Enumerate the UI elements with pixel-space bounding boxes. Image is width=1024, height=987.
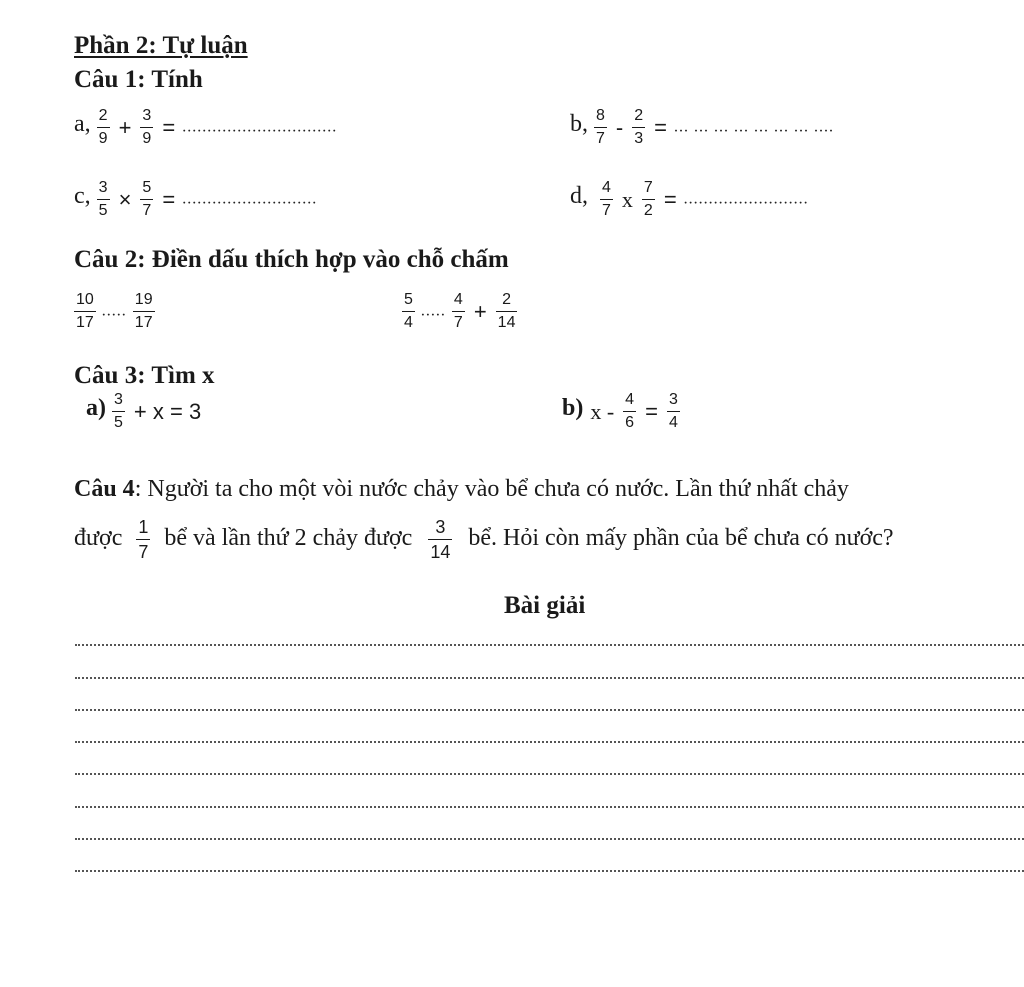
denominator: 17	[133, 311, 155, 331]
q1-item-c	[74, 180, 317, 219]
equals-sign: =	[654, 114, 667, 140]
fraction	[140, 108, 153, 147]
fraction	[452, 292, 465, 331]
q1-a-label: a,	[74, 111, 91, 138]
denominator: 14	[428, 539, 452, 561]
numerator: 3	[668, 391, 678, 408]
fraction	[136, 518, 150, 561]
fraction	[594, 108, 607, 147]
answer-line[interactable]	[75, 838, 1024, 840]
operator: x	[621, 186, 633, 212]
q1-title: Câu 1: Tính	[74, 66, 203, 93]
numerator: 3	[98, 179, 108, 196]
numerator: 3	[435, 517, 446, 537]
operator: +	[118, 114, 132, 140]
q4-line-2	[74, 518, 894, 561]
denominator: 3	[632, 127, 645, 147]
denominator: 9	[97, 127, 110, 147]
numerator: 2	[502, 291, 512, 308]
numerator: 4	[602, 179, 611, 196]
fraction	[632, 108, 645, 147]
denominator: 7	[452, 311, 465, 331]
q4-text: bể. Hỏi còn mấy phần của bể chưa có nước?	[468, 525, 894, 552]
solution-title: Bài giải	[504, 592, 586, 619]
fraction	[428, 518, 452, 561]
fraction	[600, 180, 613, 219]
answer-blank[interactable]: .........................	[683, 190, 809, 208]
equation-prefix: x -	[590, 398, 615, 424]
q1-d-label: d,	[570, 183, 588, 210]
q3-a-label: a)	[86, 395, 106, 422]
q1-item-a	[74, 108, 337, 147]
answer-line[interactable]	[75, 806, 1024, 808]
numerator: 3	[114, 391, 123, 408]
equals-sign: =	[162, 114, 176, 140]
denominator: 5	[112, 411, 125, 431]
answer-line[interactable]	[75, 644, 1024, 646]
q1-b-label: b,	[570, 111, 588, 138]
fraction	[97, 108, 110, 147]
answer-blank[interactable]: ... ... ... ... ... ... ... ....	[674, 118, 834, 136]
answer-line[interactable]	[75, 709, 1024, 711]
equation-rest: + x = 3	[133, 398, 202, 424]
q4-label: Câu 4	[74, 476, 135, 502]
answer-line[interactable]	[75, 741, 1024, 743]
q1-c-label: c,	[74, 183, 91, 210]
denominator: 9	[140, 127, 153, 147]
q4-text: bể và lần thứ 2 chảy được	[164, 525, 413, 552]
operator: ×	[118, 186, 132, 212]
numerator: 1	[138, 517, 149, 537]
q3-title: Câu 3: Tìm x	[74, 362, 215, 389]
numerator: 2	[98, 107, 108, 124]
denominator: 4	[667, 411, 680, 431]
numerator: 4	[453, 291, 463, 308]
numerator: 7	[643, 179, 653, 196]
q3-item-b	[562, 392, 682, 431]
compare-blank[interactable]: .....	[420, 302, 446, 320]
numerator: 3	[142, 107, 152, 124]
q1-item-b	[570, 108, 834, 147]
fraction	[402, 292, 415, 331]
q2-compare-right	[400, 292, 519, 331]
answer-blank[interactable]: ...........................	[182, 190, 318, 208]
denominator: 4	[402, 311, 415, 331]
q1-item-d	[570, 180, 809, 219]
fraction	[112, 392, 125, 431]
compare-blank[interactable]: .....	[101, 302, 127, 320]
denominator: 7	[600, 199, 613, 219]
q2-title: Câu 2: Điền dấu thích hợp vào chỗ chấm	[74, 246, 509, 273]
fraction	[642, 180, 655, 219]
answer-line[interactable]	[75, 773, 1024, 775]
q2-compare-left	[72, 292, 157, 331]
numerator: 2	[634, 107, 644, 124]
q3-b-label: b)	[562, 395, 584, 422]
denominator: 2	[642, 199, 655, 219]
numerator: 4	[625, 391, 635, 408]
equals-sign: =	[663, 186, 677, 212]
denominator: 7	[594, 127, 607, 147]
answer-line[interactable]	[75, 870, 1024, 872]
numerator: 19	[134, 291, 153, 308]
answer-line[interactable]	[75, 677, 1024, 679]
fraction	[133, 292, 155, 331]
denominator: 6	[623, 411, 636, 431]
numerator: 5	[404, 291, 413, 308]
denominator: 14	[496, 311, 518, 331]
fraction	[97, 180, 110, 219]
q4-text: : Người ta cho một vòi nước chảy vào bể chưa có nước. Lần thứ nhất chảy	[134, 476, 849, 502]
fraction	[623, 392, 636, 431]
numerator: 5	[142, 179, 152, 196]
equals-sign: =	[645, 398, 658, 424]
operator: -	[615, 114, 624, 140]
fraction	[496, 292, 518, 331]
numerator: 10	[76, 291, 94, 308]
denominator: 5	[97, 199, 110, 219]
fraction	[140, 180, 153, 219]
answer-blank[interactable]: ...............................	[182, 118, 338, 136]
numerator: 8	[596, 107, 605, 124]
q3-item-a	[86, 392, 204, 431]
part-title: Phần 2: Tự luận	[74, 32, 248, 59]
fraction	[74, 292, 96, 331]
q4-line-1	[74, 476, 849, 503]
q4-text: được	[74, 525, 123, 552]
fraction	[667, 392, 680, 431]
denominator: 7	[136, 539, 150, 561]
equals-sign: =	[162, 186, 176, 212]
denominator: 7	[140, 199, 153, 219]
denominator: 17	[74, 311, 96, 331]
operator: +	[473, 298, 487, 324]
